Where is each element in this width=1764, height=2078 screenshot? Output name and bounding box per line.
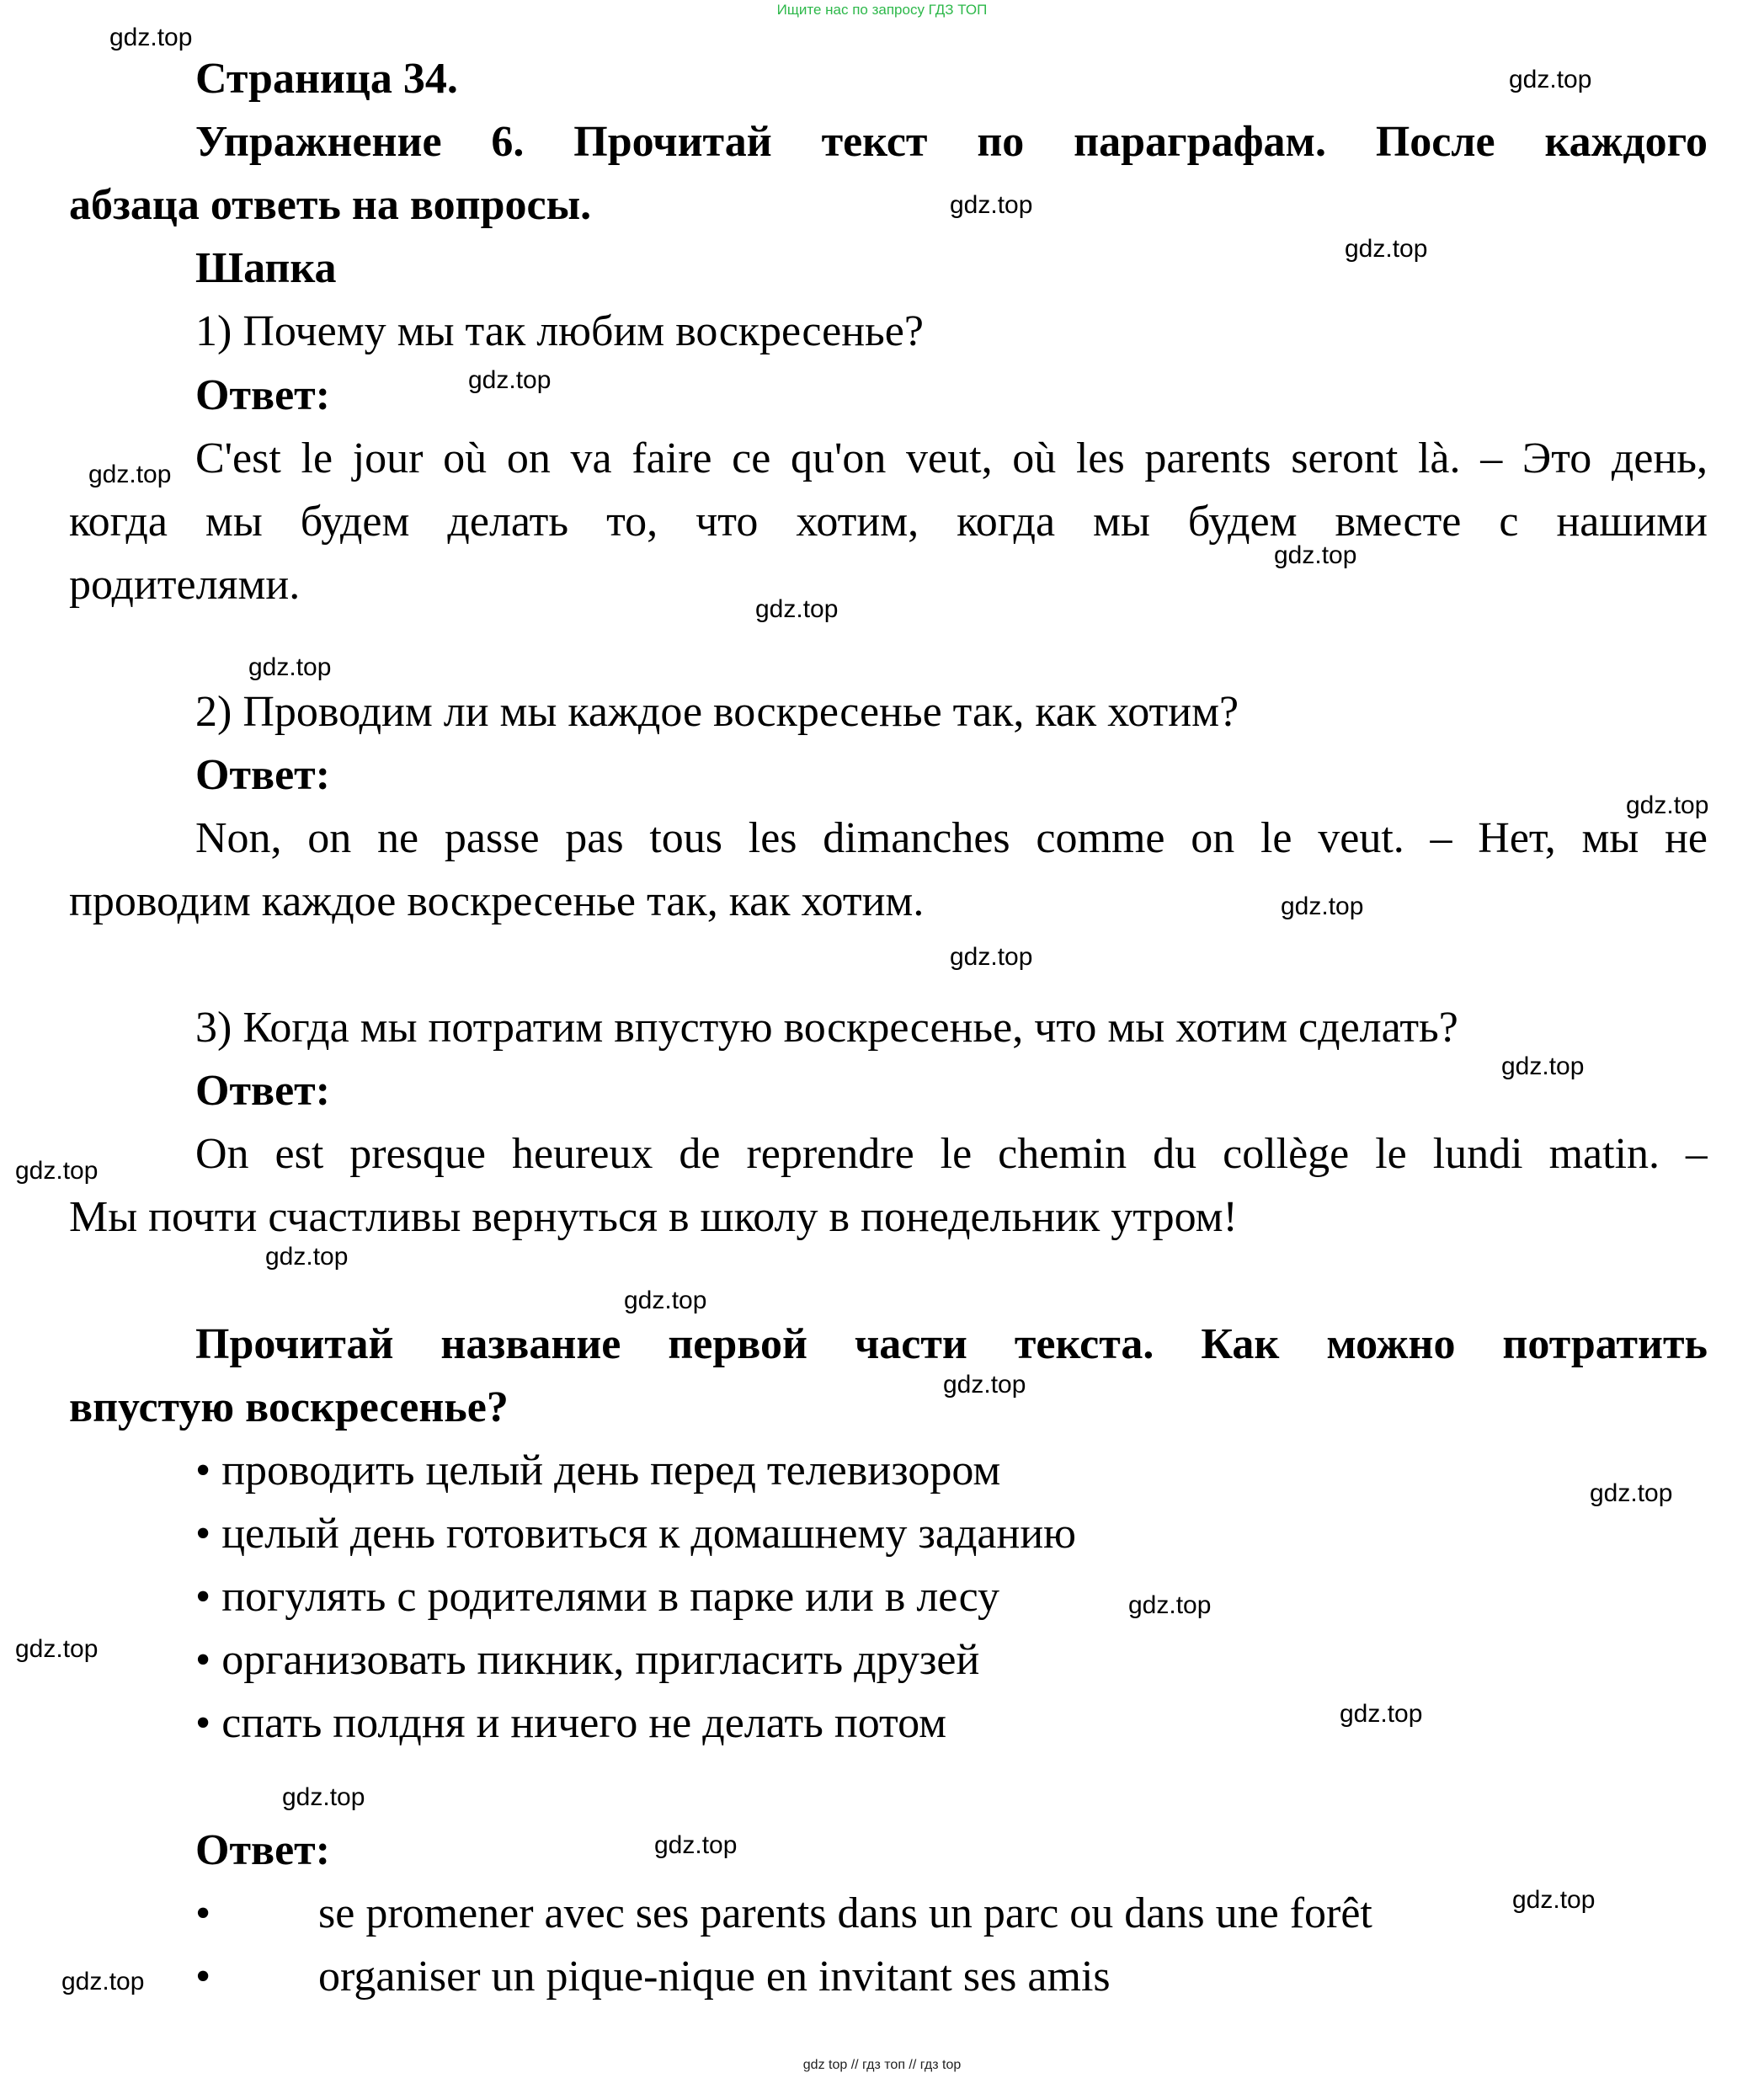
exercise-heading-line1: Упражнение 6. Прочитай текст по параграфам. После каждого: [195, 118, 1708, 166]
answer-label: Ответ:: [195, 751, 331, 799]
search-notice: Ищите нас по запросу ГДЗ ТОП: [776, 2, 988, 18]
final-answer-text: se promener avec ses parents dans un parc ou dans une forêt: [318, 1889, 1372, 1937]
question-2: 2) Проводим ли мы каждое воскресенье так, как хотим?: [195, 688, 1239, 736]
task-heading-line2: впустую воскресенье?: [69, 1383, 509, 1431]
watermark: gdz.top: [1274, 541, 1357, 569]
watermark: gdz.top: [1128, 1591, 1212, 1619]
watermark: gdz.top: [1509, 66, 1592, 93]
option-item: • погулять с родителями в парке или в лесу: [195, 1573, 1000, 1621]
answer-label: Ответ:: [195, 1826, 331, 1874]
answer-2-line2: проводим каждое воскресенье так, как хотим.: [69, 877, 925, 925]
watermark: gdz.top: [265, 1243, 349, 1271]
answer-3-line1: On est presque heureux de reprendre le chemin du collège le lundi matin. –: [195, 1130, 1708, 1178]
watermark: gdz.top: [1340, 1700, 1423, 1728]
question-3: 3) Когда мы потратим впустую воскресенье, что мы хотим сделать?: [195, 1004, 1458, 1052]
option-item: • целый день готовиться к домашнему заданию: [195, 1510, 1076, 1558]
page-title: Страница 34.: [195, 55, 458, 103]
watermark: gdz.top: [950, 943, 1033, 971]
footer-note: gdz top // гдз топ // гдз top: [802, 2058, 962, 2072]
exercise-heading-line2: абзаца ответь на вопросы.: [69, 181, 592, 229]
watermark: gdz.top: [1281, 892, 1364, 920]
watermark: gdz.top: [15, 1157, 99, 1185]
answer-1-line3: родителями.: [69, 561, 301, 609]
watermark: gdz.top: [624, 1287, 707, 1314]
final-answer-item: [69, 1882, 1708, 1945]
watermark: gdz.top: [1626, 791, 1709, 819]
watermark: gdz.top: [88, 461, 172, 488]
answer-label: Ответ:: [195, 1067, 331, 1115]
watermark: gdz.top: [468, 366, 552, 394]
watermark: gdz.top: [1501, 1052, 1585, 1080]
answer-1-line2: когда мы будем делать то, что хотим, когда мы будем вместе с нашими: [69, 498, 1708, 546]
answer-label: Ответ:: [195, 371, 331, 419]
option-item: • спать полдня и ничего не делать потом: [195, 1699, 946, 1747]
bullet: •: [195, 1953, 211, 2001]
section-title: Шапка: [195, 244, 337, 292]
watermark: gdz.top: [248, 653, 332, 681]
watermark: gdz.top: [654, 1831, 738, 1859]
option-item: • организовать пикник, пригласить друзей: [195, 1636, 980, 1684]
question-1: 1) Почему мы так любим воскресенье?: [195, 307, 924, 355]
watermark: gdz.top: [109, 24, 193, 51]
answer-2-line1: Non, on ne passe pas tous les dimanches comme on le veut. – Нет, мы не: [195, 814, 1708, 862]
watermark: gdz.top: [282, 1783, 365, 1811]
watermark: gdz.top: [61, 1968, 145, 1995]
watermark: gdz.top: [1345, 235, 1428, 263]
watermark: gdz.top: [943, 1371, 1026, 1399]
answer-3-line2: Мы почти счастливы вернуться в школу в понедельник утром!: [69, 1193, 1238, 1241]
option-item: • проводить целый день перед телевизором: [195, 1447, 1001, 1495]
final-answer-text: organiser un pique-nique en invitant ses amis: [318, 1953, 1111, 2001]
watermark: gdz.top: [950, 191, 1033, 219]
bullet: •: [195, 1889, 211, 1937]
final-answer-item: [69, 1945, 1708, 2008]
watermark: gdz.top: [1512, 1886, 1596, 1914]
watermark: gdz.top: [1590, 1479, 1673, 1507]
answer-1-line1: C'est le jour où on va faire ce qu'on veut, où les parents seront là. – Это день,: [195, 434, 1708, 482]
watermark: gdz.top: [755, 595, 839, 623]
task-heading-line1: Прочитай название первой части текста. Как можно потратить: [195, 1320, 1708, 1368]
watermark: gdz.top: [15, 1635, 99, 1663]
